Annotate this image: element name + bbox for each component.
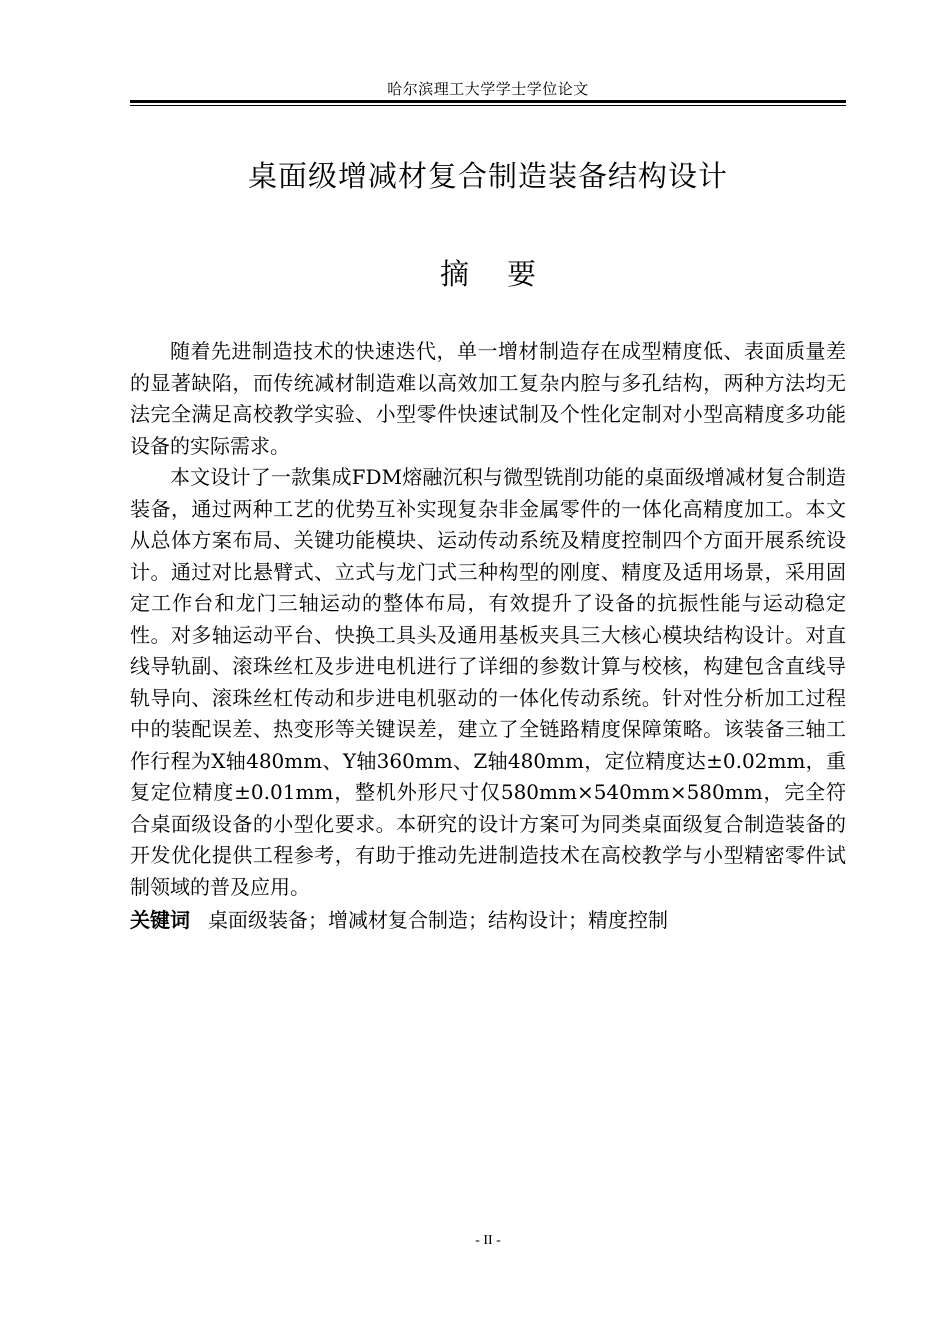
- keywords-label: 关键词: [130, 908, 190, 932]
- abstract-paragraph-1: 随着先进制造技术的快速迭代，单一增材制造存在成型精度低、表面质量差的显著缺陷，而传统减材制造难以高效加工复杂内腔与多孔结构，两种方法均无法完全满足高校教学实验、小型零件快速试制及个性化定制对小型高精度多功能设备的实际需求。: [130, 339, 846, 458]
- running-header: 哈尔滨理工大学学士学位论文: [387, 80, 589, 98]
- abstract-paragraph-2: 本文设计了一款集成FDM熔融沉积与微型铣削功能的桌面级增减材复合制造装备，通过两种工艺的优势互补实现复杂非金属零件的一体化高精度加工。本文从总体方案布局、关键功能模块、运动传动系统及精度控制四个方面开展系统设计。通过对比悬臂式、立式与龙门式三种构型的刚度、精度及适用场景，采用固定工作台和龙门三轴运动的整体布局，有效提升了设备的抗振性能与运动稳定性。对多轴运动平台、快换工具头及通用基板夹具三大核心模块结构设计。对直线导轨副、滚珠丝杠及步进电机进行了详细的参数计算与校核，构建包含直线导轨导向、滚珠丝杠传动和步进电机驱动的一体化传动系统。针对性分析加工过程中的装配误差、热变形等关键误差，建立了全链路精度保障策略。该装备三轴工作行程为X轴480mm、Y轴360mm、Z轴480mm，定位精度达±0.02mm，重复定位精度±0.01mm，整机外形尺寸仅580mm×540mm×580mm，完全符合桌面级设备的小型化要求。本研究的设计方案可为同类桌面级复合制造装备的开发优化提供工程参考，有助于推动先进制造技术在高校教学与小型精密零件试制领域的普及应用。: [130, 465, 846, 899]
- keywords-text: 桌面级装备；增减材复合制造；结构设计；精度控制: [208, 908, 668, 932]
- keywords-line: [130, 905, 846, 937]
- abstract-heading: 摘要: [439, 257, 574, 291]
- document-title: 桌面级增减材复合制造装备结构设计: [247, 159, 728, 193]
- header-rule-thin: [130, 105, 846, 106]
- header-rule: [130, 100, 846, 103]
- page-number: - II -: [475, 1233, 501, 1248]
- abstract-body: [130, 336, 846, 903]
